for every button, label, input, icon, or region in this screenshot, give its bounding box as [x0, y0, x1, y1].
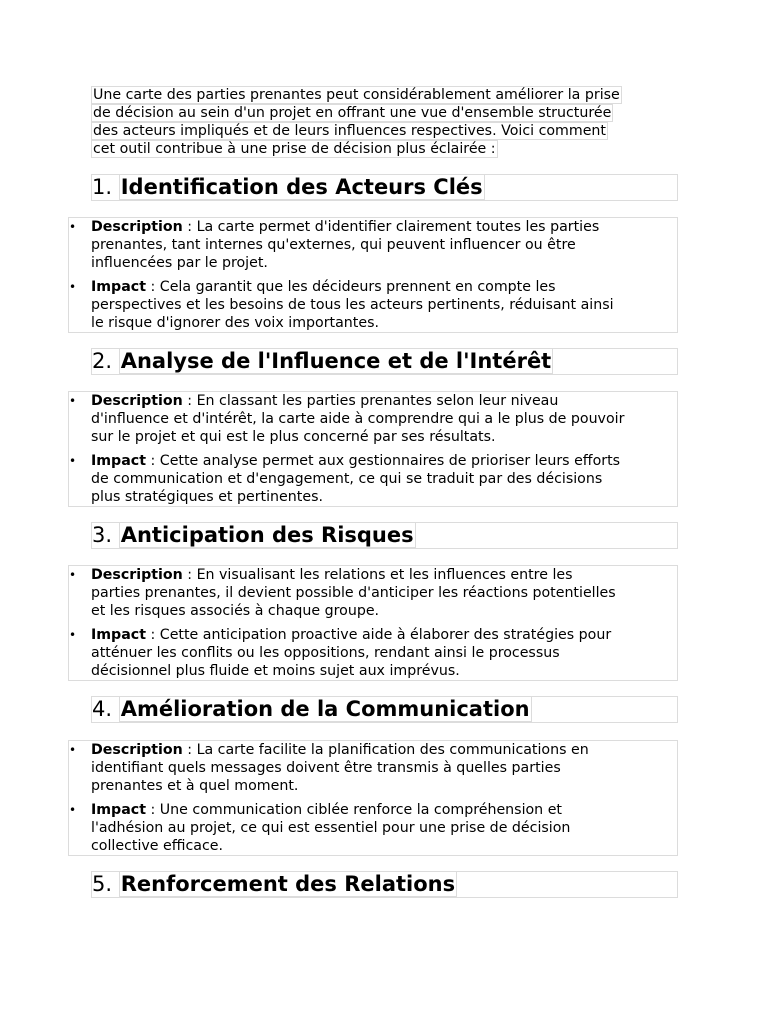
intro-line: des acteurs impliqués et de leurs influences respectives. Voici comment: [93, 123, 606, 139]
intro-paragraph: [91, 86, 677, 158]
bullet-label: Impact: [91, 627, 146, 643]
bullet-label: Impact: [91, 279, 146, 295]
bullet-dot: •: [69, 628, 77, 642]
section-list-3: [68, 565, 678, 681]
section-list-2: [68, 391, 678, 507]
section-title: Amélioration de la Communication: [120, 697, 530, 721]
list-item: • Impact : Cela garantit que les décideurs prennent en compte les perspectives et les besoins de tous les acteurs pertinents, réduisant ainsi le risque d'ignorer des voix importantes.: [69, 279, 614, 331]
bullet-dot: •: [69, 568, 77, 582]
bullet-label: Impact: [91, 802, 146, 818]
bullet-dot: •: [69, 743, 77, 757]
section-number: 3.: [92, 523, 113, 547]
list-item: • Description : En classant les parties prenantes selon leur niveau d'influence et d'intérêt, la carte aide à comprendre qui a le plus de pouvoir sur le projet et qui est le plus concerné par ses résultats.: [69, 393, 625, 445]
list-item: • Impact : Une communication ciblée renforce la compréhension et l'adhésion au projet, ce qui est essentiel pour une prise de décision collective efficace.: [69, 802, 571, 854]
section-title: Analyse de l'Influence et de l'Intérêt: [120, 349, 552, 373]
section-list-4: [68, 740, 678, 856]
section-title: Identification des Acteurs Clés: [120, 175, 483, 199]
list-item: • Description : La carte permet d'identifier clairement toutes les parties prenantes, tant internes qu'externes, qui peuvent influencer ou être influencées par le projet.: [69, 219, 600, 271]
bullet-label: Impact: [91, 453, 146, 469]
section-list-1: [68, 217, 678, 333]
section-heading-4: [91, 696, 678, 723]
section-heading-2: [91, 348, 678, 375]
section-number: 5.: [92, 872, 113, 896]
section-heading-3: [91, 522, 678, 549]
section-title: Renforcement des Relations: [120, 872, 456, 896]
bullet-dot: •: [69, 394, 77, 408]
intro-line: de décision au sein d'un projet en offrant une vue d'ensemble structurée: [93, 105, 612, 121]
bullet-dot: •: [69, 220, 77, 234]
bullet-label: Description: [91, 567, 183, 583]
section-number: 1.: [92, 175, 113, 199]
list-item: • Description : En visualisant les relations et les influences entre les parties prenantes, il devient possible d'anticiper les réactions potentielles et les risques associés à chaque groupe.: [69, 567, 616, 619]
section-number: 2.: [92, 349, 113, 373]
bullet-dot: •: [69, 454, 77, 468]
list-item: • Impact : Cette analyse permet aux gestionnaires de prioriser leurs efforts de communication et d'engagement, ce qui se traduit par des décisions plus stratégiques et pertinentes.: [69, 453, 621, 505]
section-title: Anticipation des Risques: [120, 523, 414, 547]
intro-line: cet outil contribue à une prise de décision plus éclairée :: [93, 141, 496, 157]
section-number: 4.: [92, 697, 113, 721]
bullet-dot: •: [69, 280, 77, 294]
bullet-label: Description: [91, 742, 183, 758]
list-item: • Description : La carte facilite la planification des communications en identifiant quels messages doivent être transmis à quelles parties prenantes et à quel moment.: [69, 742, 589, 794]
section-heading-1: [91, 174, 678, 201]
intro-line: Une carte des parties prenantes peut considérablement améliorer la prise: [93, 87, 620, 103]
bullet-dot: •: [69, 803, 77, 817]
list-item: • Impact : Cette anticipation proactive aide à élaborer des stratégies pour atténuer les conflits ou les oppositions, rendant ainsi le processus décisionnel plus fluide et moins sujet aux imprévus.: [69, 627, 612, 679]
bullet-label: Description: [91, 219, 183, 235]
section-heading-5: [91, 871, 678, 898]
bullet-label: Description: [91, 393, 183, 409]
